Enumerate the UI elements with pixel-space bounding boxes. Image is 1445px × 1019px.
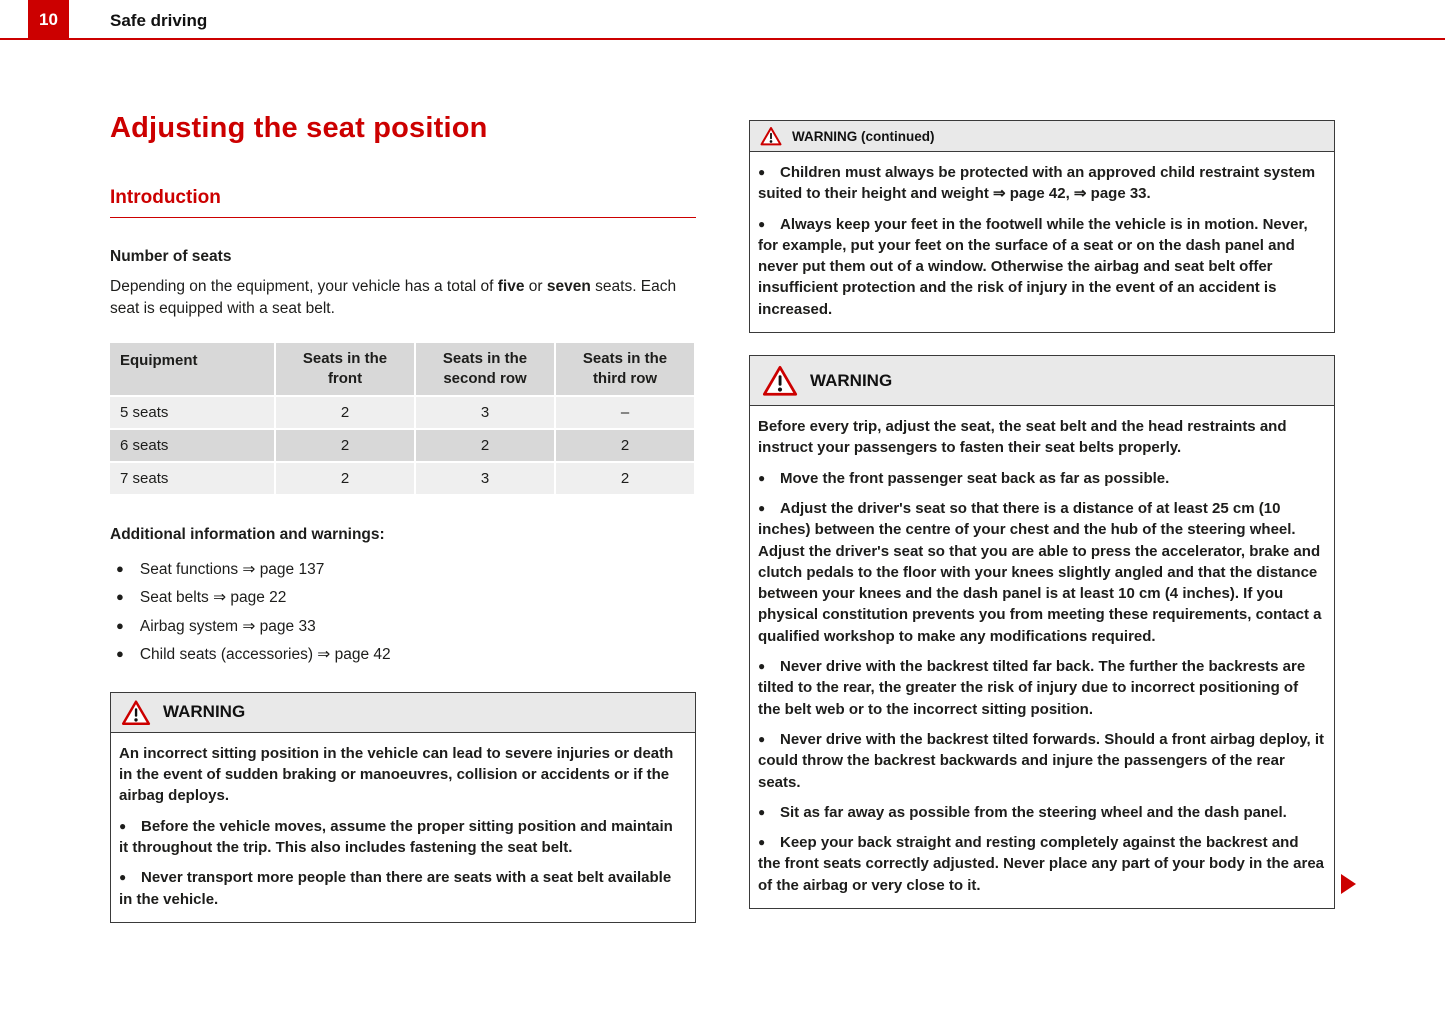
table-cell: 2 bbox=[556, 430, 694, 461]
intro-text-mid: or bbox=[524, 278, 547, 295]
warning-lead: Before every trip, adjust the seat, the seat belt and the head restraints and instruct your passengers to fasten their seat belts properly. bbox=[758, 418, 1287, 457]
seats-table-header bbox=[110, 343, 694, 395]
warning-bullet-text: Always keep your feet in the footwell while the vehicle is in motion. Never, for example, put your feet on the surface of a seat or on the dash panel and never put them out of a window. Otherwise the airbag and seat belt offer insufficient protection and the risk of injury in the event of an accident is increased. bbox=[758, 215, 1308, 318]
warning-bullet-text: Move the front passenger seat back as far as possible. bbox=[780, 469, 1170, 487]
table-row bbox=[110, 397, 694, 428]
intro-text-pre: Depending on the equipment, your vehicle has a total of bbox=[110, 278, 498, 295]
list-item bbox=[110, 641, 696, 669]
warning-box-body bbox=[111, 733, 695, 922]
warning-title: WARNING bbox=[810, 370, 893, 390]
table-cell: 2 bbox=[416, 430, 554, 461]
table-cell: 3 bbox=[416, 397, 554, 428]
warning-bullet-text: Adjust the driver's seat so that there is a distance of at least 25 cm (10 inches) between the centre of your chest and the hub of the steering wheel. Adjust the driver's seat so that you are able to press the accelerator, brake and clutch pedals to the floor with your knees slightly angled and that the distance between your knees and the dash panel is at least 10 cm (4 inches). If you physical constitution prevents you from meeting these requirements, contact a qualified workshop to make any modifications required. bbox=[758, 499, 1322, 645]
table-row bbox=[110, 463, 694, 494]
page-number-badge: 10 bbox=[28, 0, 69, 40]
table-cell: 2 bbox=[556, 463, 694, 494]
table-row bbox=[110, 430, 694, 461]
warning-bullet-text: Never transport more people than there are seats with a seat belt available in the vehicle. bbox=[119, 869, 672, 908]
table-cell: 2 bbox=[276, 430, 414, 461]
bullet-icon: ● bbox=[758, 835, 766, 850]
table-cell: 2 bbox=[276, 397, 414, 428]
warning-bullet bbox=[758, 498, 1324, 647]
warning-bullet-text: Sit as far away as possible from the steering wheel and the dash panel. bbox=[780, 803, 1287, 821]
warning-box-header bbox=[750, 356, 1334, 406]
warning-box-continued bbox=[749, 120, 1335, 333]
right-column bbox=[749, 40, 1335, 923]
continuation-arrow-icon bbox=[1341, 874, 1356, 894]
intro-bold-five: five bbox=[497, 278, 525, 295]
bullet-icon: ● bbox=[758, 216, 766, 231]
bullet-icon: ● bbox=[119, 870, 127, 885]
warning-box-header bbox=[111, 693, 695, 733]
warning-lead: An incorrect sitting position in the vehicle can lead to severe injuries or death in the event of sudden braking or manoeuvres, collision or accidents or if the airbag deploys. bbox=[119, 744, 674, 805]
warning-triangle-icon bbox=[762, 364, 798, 397]
intro-text-post: seats. Each seat is equipped with a seat belt. bbox=[110, 278, 677, 318]
warning-box-main bbox=[749, 355, 1335, 909]
warning-bullet bbox=[758, 832, 1324, 896]
warning-triangle-icon bbox=[121, 699, 151, 726]
table-header-equipment: Equipment bbox=[110, 343, 274, 395]
table-cell: – bbox=[556, 397, 694, 428]
warning-box-header bbox=[750, 121, 1334, 152]
number-of-seats-heading: Number of seats bbox=[110, 248, 232, 265]
warning-bullet-text: Keep your back straight and resting completely against the backrest and the front seats correctly adjusted. Never place any part of your body in the area of the airbag or very close to it. bbox=[758, 834, 1325, 894]
list-item bbox=[110, 584, 696, 612]
table-cell: 5 seats bbox=[110, 397, 274, 428]
bullet-icon: ● bbox=[758, 500, 766, 515]
table-header-front: Seats in the front bbox=[276, 343, 414, 395]
warning-bullet bbox=[119, 816, 685, 859]
warning-bullet bbox=[758, 656, 1324, 720]
warning-bullet bbox=[758, 468, 1324, 489]
page-header bbox=[0, 0, 1445, 40]
intro-bold-seven: seven bbox=[546, 278, 591, 295]
table-header-second-row: Seats in the second row bbox=[416, 343, 554, 395]
list-item-text: Child seats (accessories) ⇒ page 42 bbox=[139, 646, 391, 664]
warning-bullet-text: Never drive with the backrest tilted far back. The further the backrests are tilted to the rear, the greater the risk of injury due to incorrect positioning of the belt web or to the incorrect sitting position. bbox=[758, 658, 1306, 718]
warning-bullet bbox=[758, 729, 1324, 793]
table-cell: 2 bbox=[276, 463, 414, 494]
warning-bullet-text: Before the vehicle moves, assume the proper sitting position and maintain it throughout the trip. This also includes fastening the seat belt. bbox=[119, 817, 673, 856]
list-item-text: Airbag system ⇒ page 33 bbox=[139, 617, 316, 635]
warning-bullet-text: Children must always be protected with an approved child restraint system suited to their height and weight ⇒ page 42, ⇒ page 33. bbox=[758, 164, 1316, 203]
list-item-text: Seat functions ⇒ page 137 bbox=[139, 560, 325, 578]
table-cell: 3 bbox=[416, 463, 554, 494]
warning-box-body bbox=[750, 406, 1334, 908]
warning-bullet bbox=[758, 214, 1324, 320]
list-item-text: Seat belts ⇒ page 22 bbox=[139, 589, 287, 607]
intro-paragraph bbox=[110, 276, 696, 321]
seats-table bbox=[108, 341, 696, 496]
warning-box-left bbox=[110, 692, 696, 923]
additional-info-heading: Additional information and warnings: bbox=[110, 525, 385, 543]
warning-box-body bbox=[750, 152, 1334, 332]
warning-title: WARNING bbox=[163, 702, 246, 722]
section-title: Safe driving bbox=[110, 11, 208, 30]
bullet-icon: ● bbox=[116, 589, 124, 605]
bullet-icon: ● bbox=[758, 659, 766, 674]
bullet-icon: ● bbox=[758, 470, 766, 485]
warning-bullet-text: Never drive with the backrest tilted forwards. Should a front airbag deploy, it could throw the backrest backwards and injure the passengers of the rear seats. bbox=[758, 730, 1324, 791]
content-columns bbox=[0, 40, 1445, 923]
bullet-icon: ● bbox=[116, 646, 124, 662]
intro-heading: Introduction bbox=[110, 187, 696, 218]
bullet-icon: ● bbox=[758, 165, 766, 179]
warning-bullet bbox=[758, 802, 1324, 823]
warning-triangle-icon bbox=[760, 126, 782, 146]
bullet-icon: ● bbox=[116, 560, 124, 576]
table-cell: 7 seats bbox=[110, 463, 274, 494]
table-header-third-row: Seats in the third row bbox=[556, 343, 694, 395]
list-item bbox=[110, 556, 696, 584]
warning-bullet bbox=[758, 162, 1324, 205]
warning-title: WARNING (continued) bbox=[792, 128, 935, 144]
page-title: Adjusting the seat position bbox=[110, 112, 488, 144]
bullet-icon: ● bbox=[758, 804, 766, 819]
table-cell: 6 seats bbox=[110, 430, 274, 461]
warning-bullet bbox=[119, 867, 685, 910]
additional-info-list bbox=[110, 556, 696, 670]
bullet-icon: ● bbox=[119, 818, 127, 833]
bullet-icon: ● bbox=[116, 617, 124, 633]
left-column bbox=[110, 40, 696, 923]
bullet-icon: ● bbox=[758, 731, 766, 746]
list-item bbox=[110, 613, 696, 641]
